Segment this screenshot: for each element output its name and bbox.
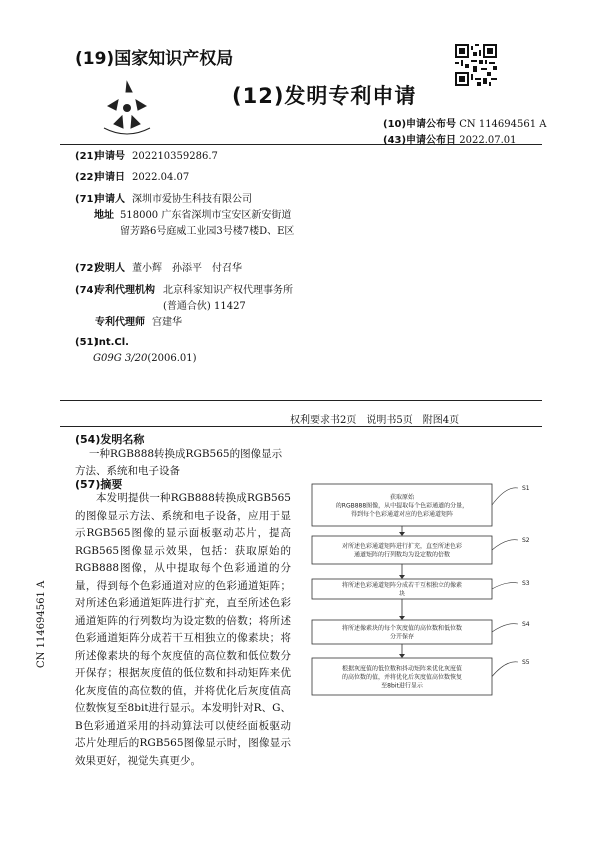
header-divider (60, 144, 542, 145)
inventor-row (75, 261, 125, 277)
agency-label: 专利代理机构 (95, 285, 155, 296)
title-label: 发明名称 (100, 433, 145, 446)
filing-date: 2022.04.07 (132, 172, 190, 183)
flowchart-step-text: 的高位数的值，并将优化后灰度值高位数恢复 (341, 673, 463, 681)
publication-number-row (383, 115, 547, 130)
applicant: 深圳市爱协生科技有限公司 (132, 194, 252, 205)
address-label: 地址 (94, 210, 114, 221)
flowchart-leader-line (492, 540, 518, 550)
flowchart-step-text: 得到每个色彩通道对应的色彩通道矩阵 (350, 510, 454, 518)
title-heading (75, 431, 144, 447)
biblio-divider (60, 400, 542, 401)
flowchart-leader-line (492, 583, 518, 589)
flowchart-step-label: S5 (522, 659, 530, 666)
ipc-class: G09G 3/20 (93, 353, 148, 364)
qr-code-icon (455, 44, 497, 86)
flowchart-arrowhead (399, 532, 405, 536)
ipc-row (75, 335, 129, 351)
ipc-label: Int.Cl. (95, 337, 129, 348)
publication-number: CN 114694561 A (459, 119, 547, 130)
flowchart-leader-line (492, 624, 518, 632)
address: 518000 广东省深圳市宝安区新安街道留芳路6号庭威工业园3号楼7楼D、E区 (120, 210, 295, 237)
flowchart-step-text: 将所述像素块的每个灰度值的高位数和低位数 (341, 625, 463, 632)
summary-divider (60, 426, 542, 427)
flowchart-arrowhead (399, 575, 405, 579)
flowchart-step-box (312, 536, 492, 564)
flowchart-step-label: S1 (522, 485, 530, 492)
method-flowchart (300, 470, 560, 710)
flowchart-step-label: S2 (522, 537, 530, 544)
field-code: (72) (75, 263, 99, 274)
application-number-row (75, 149, 125, 165)
flowchart-step-text: 通道矩阵的行列数均为设定数的倍数 (353, 551, 451, 559)
flowchart-step-text: 获取原始 (389, 493, 415, 501)
patent-office-emblem-icon (96, 76, 158, 142)
field-code: (71) (75, 194, 99, 205)
inventors: 董小辉 孙添平 付召华 (132, 263, 242, 274)
agent-label: 专利代理师 (95, 317, 145, 328)
agency-row (75, 283, 155, 299)
publication-date-label: (43)申请公布日 (383, 135, 457, 146)
flowchart-step-text: 块 (398, 590, 406, 598)
field-code: (54) (75, 433, 101, 446)
field-code: (74) (75, 285, 99, 296)
agent-row (95, 315, 145, 331)
abstract-label: 摘要 (100, 478, 123, 491)
applicant-label: 申请人 (95, 194, 125, 205)
field-code: (22) (75, 172, 99, 183)
applicant-row (75, 192, 125, 208)
filing-date-label: 申请日 (95, 172, 125, 183)
publication-date: 2022.07.01 (459, 135, 517, 146)
field-code: (21) (75, 151, 99, 162)
ipc-version: (2006.01) (147, 353, 197, 364)
flowchart-step-text: 的RGB888图像，从中提取每个色彩通道的分量， (335, 502, 469, 510)
flowchart-leader-line (492, 488, 518, 505)
application-number-label: 申请号 (95, 151, 125, 162)
application-number: 202210359286.7 (132, 151, 218, 162)
flowchart-leader-line (492, 662, 518, 677)
flowchart-arrowhead (399, 616, 405, 620)
field-code: (51) (75, 337, 99, 348)
flowchart-step-text: 对所述色彩通道矩阵进行扩充，直至所述色彩 (341, 543, 463, 550)
flowchart-step-text: 至8bit进行显示 (381, 682, 423, 690)
agency: 北京科家知识产权代理事务所(普通合伙) 11427 (163, 285, 293, 312)
side-publication-code: CN 114694561 A (36, 580, 47, 668)
inventor-label: 发明人 (95, 263, 125, 274)
office-name: (19)国家知识产权局 (75, 49, 234, 69)
flowchart-step-text: 分开保存 (389, 633, 415, 641)
document-type: (12)发明专利申请 (232, 84, 417, 108)
flowchart-arrowhead (399, 654, 405, 658)
page-summary: 权利要求书2页 说明书5页 附图4页 (290, 415, 460, 426)
publication-number-label: (10)申请公布号 (383, 119, 457, 130)
flowchart-step-label: S3 (522, 580, 530, 587)
filing-date-row (75, 170, 125, 186)
invention-title: 一种RGB888转换成RGB565的图像显示方法、系统和电子设备 (75, 448, 283, 477)
address-label-row (94, 208, 114, 224)
field-code: (57) (75, 478, 101, 491)
abstract-text: 本发明提供一种RGB888转换成RGB565的图像显示方法、系统和电子设备，应用于显示RGB565图像的显示面板驱动芯片，提高RGB565图像显示效果，包括：获取原始的RGB888图像，从中提取每个色彩通道的分量，得到每个色彩通道对应的色彩通道矩阵；对所述色彩通道矩阵进行扩充，直至所述色彩通道矩阵的行列数均为设定数的倍数；将所述色彩通道矩阵分成若干互相独立的像素块；将所述像素块的每个灰度值的高位数和低位数分开保存；根据灰度值的低位数和抖动矩阵来优化灰度值的高位数的值，并将优化后灰度值高位数恢复至8bit进行显示。本发明针对R、G、B色彩通道采用的抖动算法可以使经面板驱动芯片处理后的RGB565图像显示时，图像显示效果更好，视觉失真更少。 (75, 492, 291, 767)
agent: 宫建华 (152, 317, 182, 328)
flowchart-step-text: 根据灰度值的低位数和抖动矩阵来优化灰度值 (341, 665, 463, 673)
flowchart-step-text: 将所述色彩通道矩阵分成若干互相独立的像素 (341, 582, 463, 589)
flowchart-step-label: S4 (522, 621, 530, 628)
ipc-classification (93, 351, 197, 367)
